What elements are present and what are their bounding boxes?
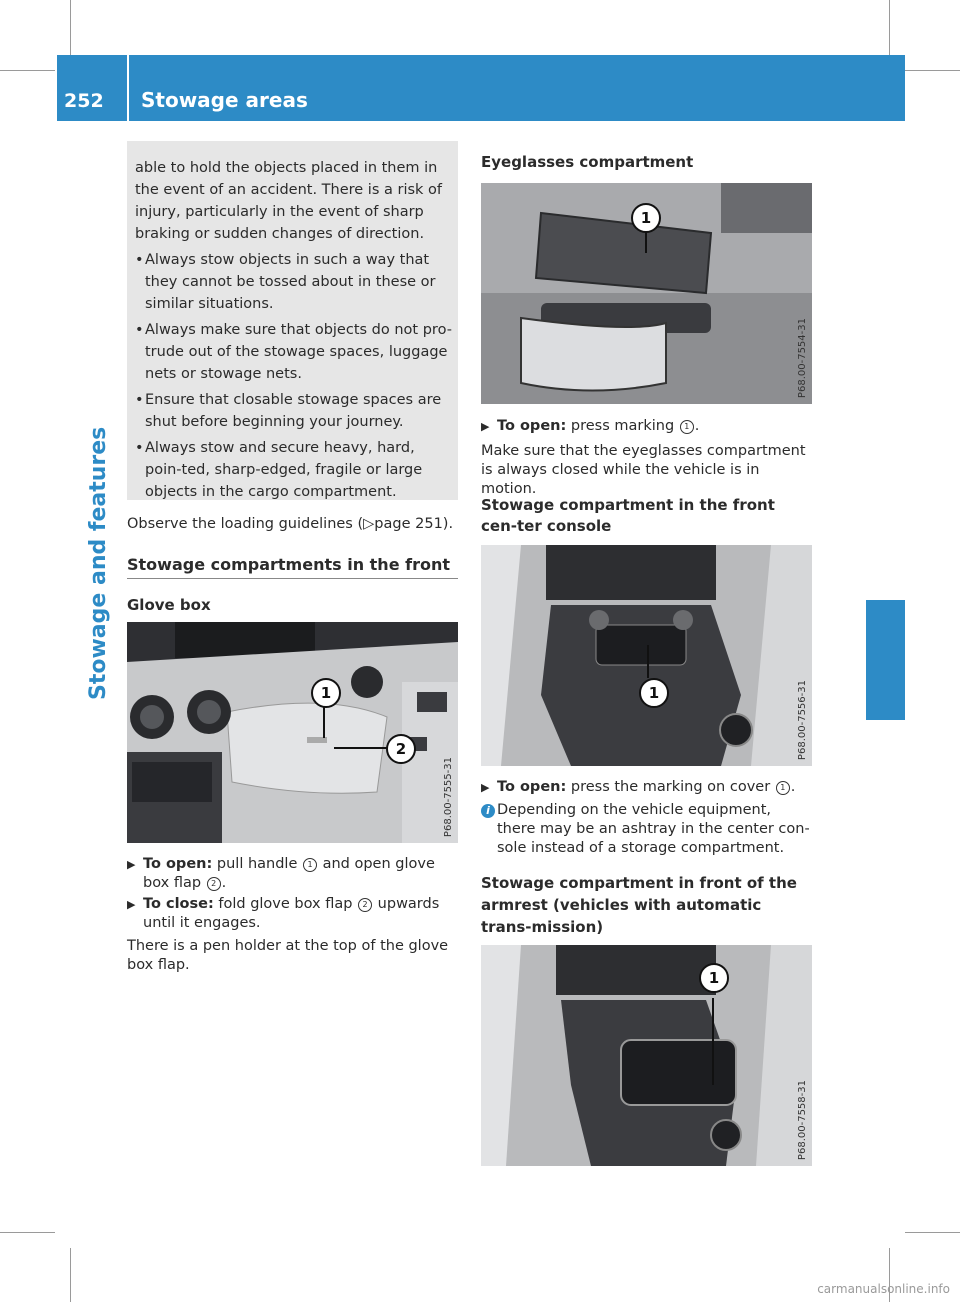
crop-mark bbox=[0, 70, 55, 71]
marker-1-icon: 1 bbox=[680, 420, 694, 434]
open-step: ▶ To open: press marking 1 . bbox=[481, 418, 700, 434]
center-console-instructions bbox=[481, 778, 812, 858]
chapter-tab-block bbox=[866, 600, 905, 720]
warning-bullet: • Always stow objects in such a way that they cannot be tossed about in these or similar situations. bbox=[135, 252, 436, 312]
crop-mark bbox=[70, 0, 71, 55]
callout-1: 1 bbox=[699, 963, 729, 993]
chapter-tab-label: Stowage and features bbox=[86, 426, 111, 700]
arrow-icon: ▶ bbox=[127, 858, 136, 871]
watermark: carmanualsonline.info bbox=[817, 1282, 950, 1296]
glovebox-instructions bbox=[127, 855, 458, 975]
triangle-icon: ▷ bbox=[363, 516, 375, 532]
open-step: ▶ To open: pull handle 1 and open glove box flap 2 . bbox=[127, 856, 435, 891]
center-console-heading: Stowage compartment in the front cen-ter console bbox=[481, 496, 775, 535]
crop-mark bbox=[905, 70, 960, 71]
front-heading: Stowage compartments in the front bbox=[127, 555, 450, 574]
photo-code: P68.00-7554-31 bbox=[797, 317, 808, 398]
crop-mark bbox=[70, 1248, 71, 1302]
eyeglasses-instructions bbox=[481, 417, 812, 499]
photo-code: P68.00-7555-31 bbox=[443, 756, 454, 837]
heading-rule bbox=[127, 578, 458, 579]
page-reference-link[interactable]: page 251 bbox=[374, 516, 443, 532]
page-number: 252 bbox=[64, 90, 104, 112]
marker-2-icon: 2 bbox=[358, 898, 372, 912]
photo-code: P68.00-7558-31 bbox=[797, 1079, 808, 1160]
observe-line: Observe the loading guidelines (▷page 251). bbox=[127, 516, 454, 532]
open-step: ▶ To open: press the marking on cover 1 . bbox=[481, 779, 796, 795]
eyeglasses-heading: Eyeglasses compartment bbox=[481, 153, 694, 171]
glovebox-photo bbox=[127, 622, 458, 843]
glovebox-heading: Glove box bbox=[127, 596, 211, 614]
center-console-photo bbox=[481, 545, 812, 766]
eyeglasses-photo bbox=[481, 183, 812, 404]
warning-intro: able to hold the objects placed in them in the event of an accident. There is a risk of injury, particularly in the event of sharp braking or sudden changes of direction. bbox=[135, 160, 443, 242]
crop-mark bbox=[905, 1232, 960, 1233]
warning-bullet: • Ensure that closable stowage spaces are shut before beginning your journey. bbox=[135, 392, 442, 430]
arrow-icon: ▶ bbox=[127, 898, 136, 911]
arrow-icon: ▶ bbox=[481, 781, 490, 794]
marker-1-icon: 1 bbox=[776, 781, 790, 795]
crop-mark bbox=[889, 0, 890, 55]
marker-2-icon: 2 bbox=[207, 877, 221, 891]
callout-1: 1 bbox=[311, 678, 341, 708]
header-divider bbox=[127, 55, 129, 121]
warning-bullet: • Always stow and secure heavy, hard, poin-ted, sharp-edged, fragile or large objects in the cargo compartment. bbox=[135, 440, 423, 500]
marker-1-icon: 1 bbox=[303, 858, 317, 872]
warning-text bbox=[135, 157, 453, 503]
crop-mark bbox=[0, 1232, 55, 1233]
pen-holder-text: There is a pen holder at the top of the glove box flap. bbox=[127, 938, 449, 973]
warning-bullet: • Always make sure that objects do not pro-trude out of the stowage spaces, luggage nets or stowage nets. bbox=[135, 322, 452, 382]
callout-1: 1 bbox=[639, 678, 669, 708]
eyeglasses-note: Make sure that the eyeglasses compartment is always closed while the vehicle is in motion. bbox=[481, 443, 806, 497]
section-title: Stowage areas bbox=[141, 88, 308, 112]
info-icon: i bbox=[481, 804, 495, 818]
armrest-heading: Stowage compartment in front of the armrest (vehicles with automatic trans-mission) bbox=[481, 874, 797, 936]
callout-1: 1 bbox=[631, 203, 661, 233]
armrest-photo bbox=[481, 945, 812, 1166]
photo-code: P68.00-7556-31 bbox=[797, 679, 808, 760]
callout-2: 2 bbox=[386, 734, 416, 764]
close-step: ▶ To close: fold glove box flap 2 upwards until it engages. bbox=[127, 896, 440, 931]
arrow-icon: ▶ bbox=[481, 420, 490, 433]
info-note: i Depending on the vehicle equipment, there may be an ashtray in the center con-sole instead of a storage compartment. bbox=[481, 801, 812, 858]
